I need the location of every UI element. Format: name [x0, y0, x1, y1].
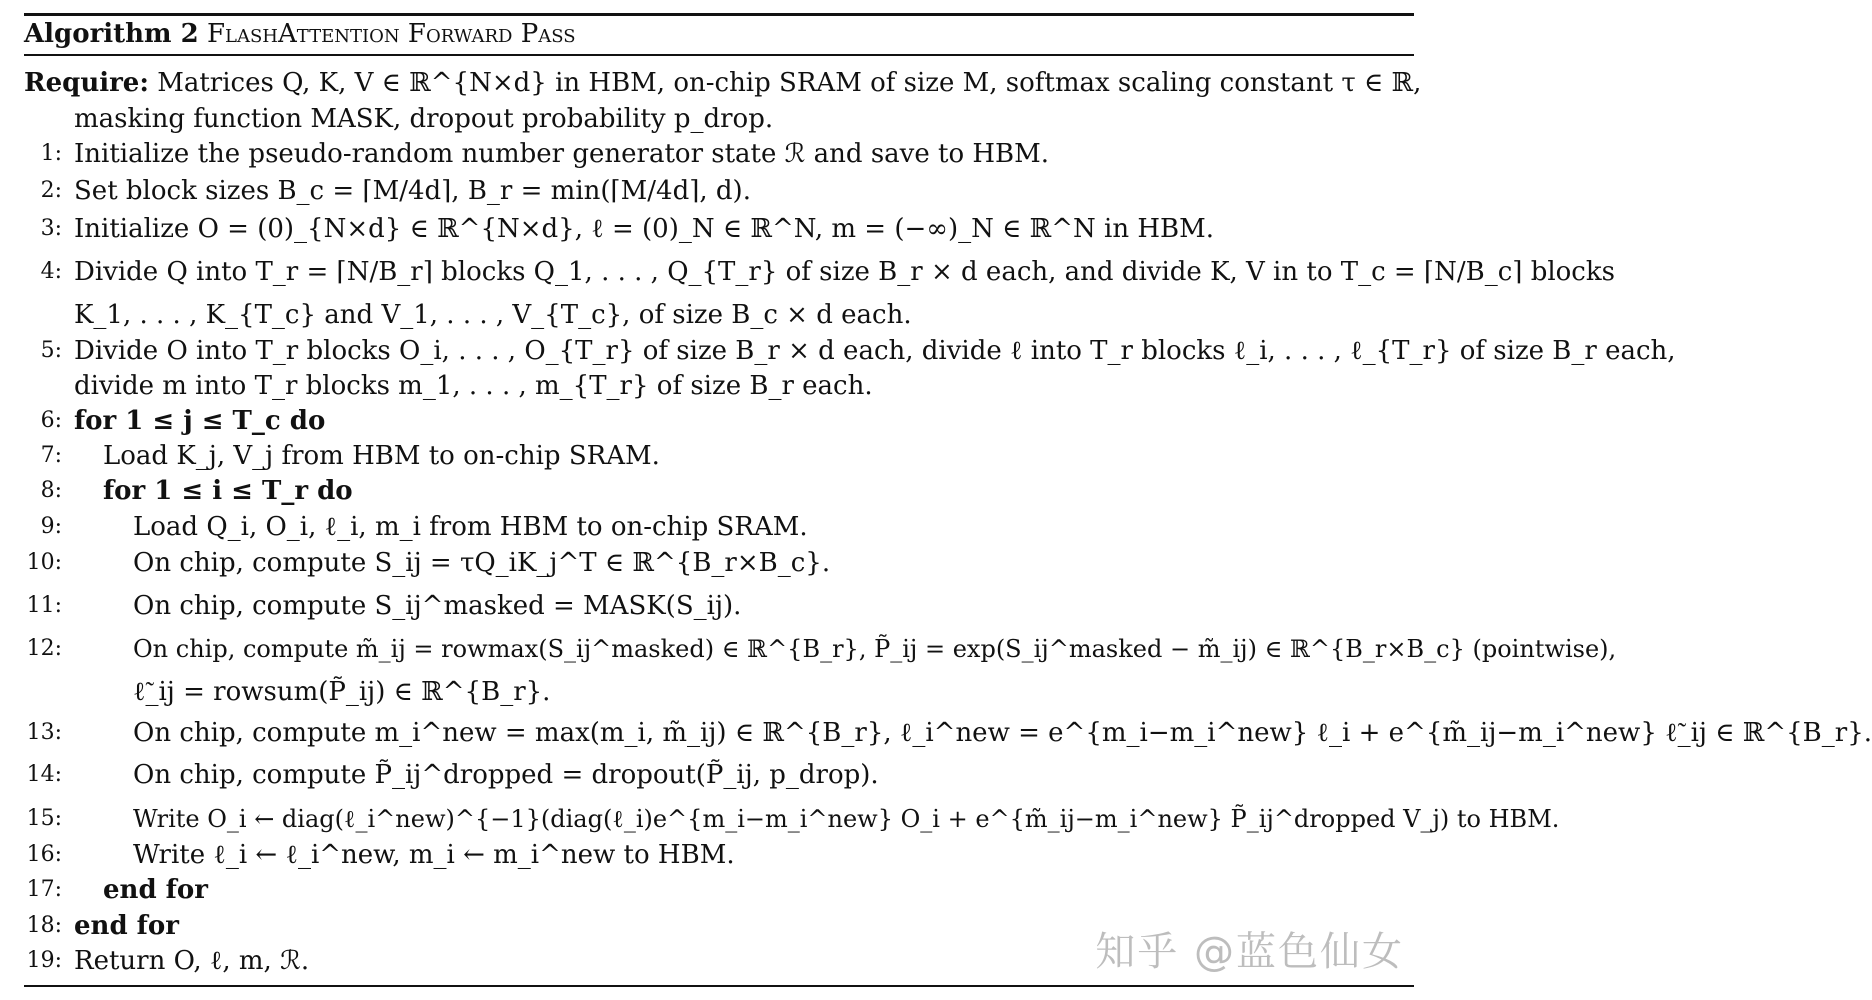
require-text-2: masking function MASK, dropout probability p_drop. [74, 104, 774, 134]
line-text: On chip, compute P̃_ij^dropped = dropout(P̃_ij, p_drop). [133, 760, 879, 790]
require-text-1: Matrices Q, K, V ∈ ℝ^{N×d} in HBM, on-chip SRAM of size M, softmax scaling constant τ ∈ ℝ, [157, 68, 1422, 98]
line-number: 17: [26, 877, 62, 902]
line-text: Divide Q into T_r = ⌈N/B_r⌉ blocks Q_1, . . . , Q_{T_r} of size B_r × d each, and divide K, V in to T_c = ⌈N/B_c⌉ blocks [74, 257, 1615, 287]
line-text: Return O, ℓ, m, ℛ. [74, 946, 310, 976]
line-text: for 1 ≤ j ≤ T_c do [74, 406, 326, 436]
line-text: Set block sizes B_c = ⌈M/4d⌉, B_r = min(⌈M/4d⌉, d). [74, 176, 751, 206]
line-number: 13: [26, 720, 62, 745]
require-label: Require: [24, 68, 149, 98]
line-text: Write ℓ_i ← ℓ_i^new, m_i ← m_i^new to HBM. [133, 840, 735, 870]
line-text: for 1 ≤ i ≤ T_r do [103, 476, 353, 506]
watermark: 知乎 @蓝色仙女 [1095, 929, 1404, 975]
line-text: Load Q_i, O_i, ℓ_i, m_i from HBM to on-chip SRAM. [133, 512, 808, 542]
line-text: Initialize O = (0)_{N×d} ∈ ℝ^{N×d}, ℓ = (0)_N ∈ ℝ^N, m = (−∞)_N ∈ ℝ^N in HBM. [74, 214, 1215, 244]
line-number: 5: [40, 338, 62, 363]
bottom-rule [24, 985, 1414, 987]
algorithm-title: FlashAttention Forward Pass [206, 19, 576, 49]
line-number: 1: [40, 141, 62, 166]
line-number: 7: [40, 443, 62, 468]
algorithm-label: Algorithm 2 [24, 19, 199, 49]
line-number: 12: [26, 636, 62, 661]
line-number: 10: [26, 550, 62, 575]
line-number: 3: [40, 216, 62, 241]
line-text: end for [103, 875, 208, 905]
line-text: On chip, compute m_i^new = max(m_i, m̃_ij) ∈ ℝ^{B_r}, ℓ_i^new = e^{m_i−m_i^new} ℓ_i + e^{m̃_ij−m_i^new} ℓ̃_ij ∈ ℝ^{B_r}. [133, 718, 1872, 748]
line-number: 2: [40, 178, 62, 203]
line-continuation: divide m into T_r blocks m_1, . . . , m_{T_r} of size B_r each. [74, 371, 873, 401]
line-number: 14: [26, 762, 62, 787]
line-number: 15: [26, 806, 62, 831]
line-number: 11: [26, 593, 62, 618]
line-text: Initialize the pseudo-random number generator state ℛ and save to HBM. [74, 139, 1050, 169]
line-number: 4: [40, 259, 62, 284]
line-number: 16: [26, 842, 62, 867]
line-text: On chip, compute S_ij = τQ_iK_j^T ∈ ℝ^{B_r×B_c}. [133, 548, 831, 578]
line-text: end for [74, 911, 179, 941]
line-text: Divide O into T_r blocks O_i, . . . , O_{T_r} of size B_r × d each, divide ℓ into T_r blocks ℓ_i, . . . , ℓ_{T_r} of size B_r each, [74, 336, 1676, 366]
line-number: 9: [40, 514, 62, 539]
require-line-1 [24, 66, 1421, 100]
header-rule [24, 54, 1414, 56]
line-text: On chip, compute m̃_ij = rowmax(S_ij^masked) ∈ ℝ^{B_r}, P̃_ij = exp(S_ij^masked − m̃_ij) ∈ ℝ^{B_r×B_c} (pointwise), [133, 635, 1617, 663]
algorithm-header [24, 16, 576, 52]
line-number: 18: [26, 913, 62, 938]
line-text: Write O_i ← diag(ℓ_i^new)^{−1}(diag(ℓ_i)e^{m_i−m_i^new} O_i + e^{m̃_ij−m_i^new} P̃_ij^dropped V_j) to HBM. [133, 805, 1560, 833]
require-line-2 [74, 102, 773, 136]
line-text: Load K_j, V_j from HBM to on-chip SRAM. [103, 441, 660, 471]
line-continuation: ℓ̃_ij = rowsum(P̃_ij) ∈ ℝ^{B_r}. [133, 677, 551, 707]
line-number: 8: [40, 478, 62, 503]
line-continuation: K_1, . . . , K_{T_c} and V_1, . . . , V_{T_c}, of size B_c × d each. [74, 300, 912, 330]
line-number: 19: [26, 948, 62, 973]
line-text: On chip, compute S_ij^masked = MASK(S_ij). [133, 591, 742, 621]
line-number: 6: [40, 408, 62, 433]
